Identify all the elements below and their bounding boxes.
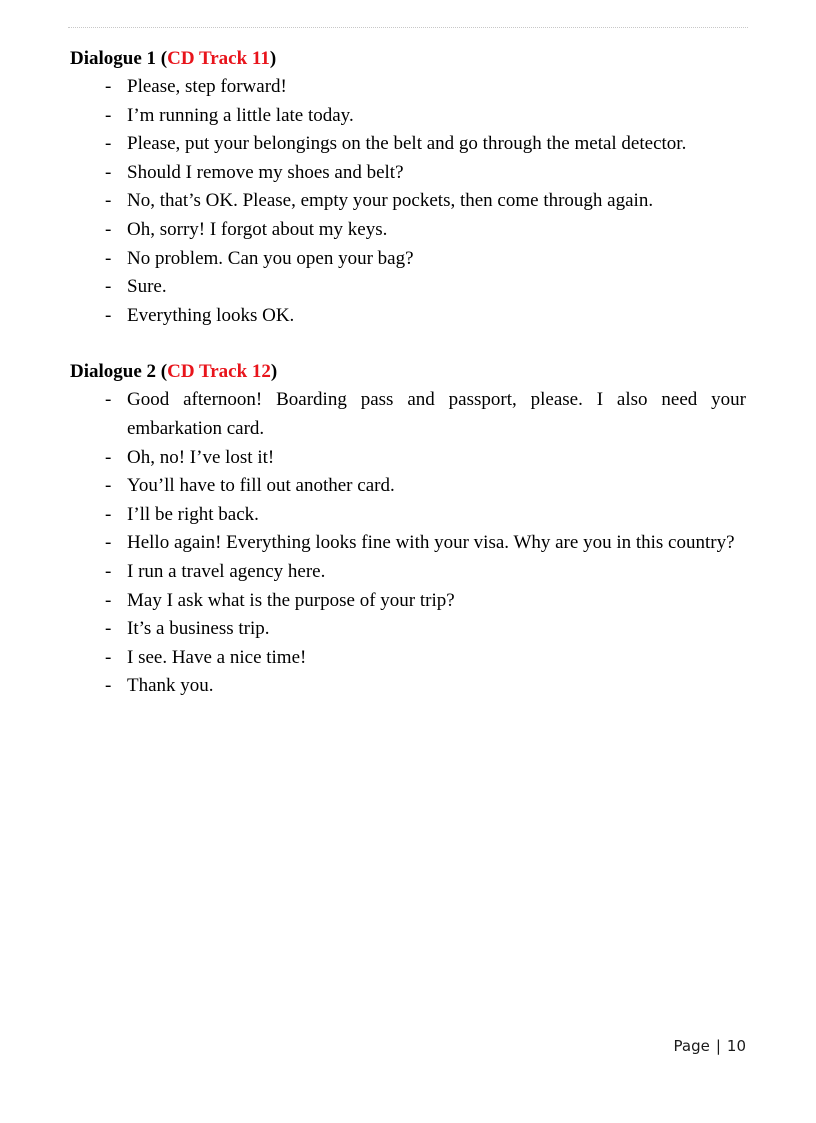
dash-bullet: - xyxy=(105,618,112,640)
dialogue-line xyxy=(70,245,746,274)
dash-bullet: - xyxy=(105,646,112,668)
paren-close: ) xyxy=(270,361,278,383)
paren-open: ( xyxy=(160,361,168,383)
page-number: 10 xyxy=(726,1037,746,1055)
dash-bullet: - xyxy=(105,475,112,497)
dialogue-1 xyxy=(70,45,746,330)
dialogue-heading xyxy=(70,358,746,386)
line-text: No problem. Can you open your bag? xyxy=(127,247,414,269)
dash-bullet: - xyxy=(105,675,112,697)
line-text: Everything looks OK. xyxy=(127,304,295,326)
line-text: I see. Have a nice time! xyxy=(127,646,307,668)
dialogue-heading xyxy=(70,45,746,73)
dash-bullet: - xyxy=(105,104,112,126)
dash-bullet: - xyxy=(105,76,112,97)
dash-bullet: - xyxy=(105,446,112,468)
line-text: I’ll be right back. xyxy=(127,503,259,525)
dialogue-line xyxy=(70,472,746,501)
dialogue-line xyxy=(70,302,746,331)
dialogue-line xyxy=(70,587,746,616)
dash-bullet: - xyxy=(105,190,112,212)
line-text: Good afternoon! Boarding pass and passport, please. I also need your embarkation card. xyxy=(127,389,746,439)
dash-bullet: - xyxy=(105,276,112,298)
line-text: Hello again! Everything looks fine with your visa. Why are you in this country? xyxy=(127,532,735,554)
dialogue-line xyxy=(70,501,746,530)
line-text: I run a travel agency here. xyxy=(127,560,326,582)
line-text: Please, put your belongings on the belt and go through the metal detector. xyxy=(127,133,687,155)
cd-track-label: CD Track 12 xyxy=(167,361,271,383)
dialogue-line xyxy=(70,386,746,443)
dialogue-line xyxy=(70,615,746,644)
dialogue-line xyxy=(70,187,746,216)
dialogue-lines xyxy=(70,386,746,701)
header-rule xyxy=(68,27,748,28)
dash-bullet: - xyxy=(105,532,112,554)
dash-bullet: - xyxy=(105,589,112,611)
line-text: Thank you. xyxy=(127,675,214,697)
dialogue-2 xyxy=(70,358,746,701)
line-text: Oh, sorry! I forgot about my keys. xyxy=(127,218,388,240)
dialogue-title: Dialogue 1 xyxy=(70,48,157,69)
footer-separator: | xyxy=(715,1037,721,1055)
line-text: It’s a business trip. xyxy=(127,618,270,640)
dash-bullet: - xyxy=(105,503,112,525)
dialogue-line xyxy=(70,73,746,102)
dialogue-line xyxy=(70,558,746,587)
dialogue-line xyxy=(70,159,746,188)
line-text: Oh, no! I’ve lost it! xyxy=(127,446,275,468)
dash-bullet: - xyxy=(105,304,112,326)
dash-bullet: - xyxy=(105,247,112,269)
dialogue-title: Dialogue 2 xyxy=(70,361,157,383)
dash-bullet: - xyxy=(105,218,112,240)
page-label: Page xyxy=(673,1037,710,1055)
line-text: You’ll have to fill out another card. xyxy=(127,475,395,497)
dialogue-line xyxy=(70,444,746,473)
line-text: Please, step forward! xyxy=(127,76,287,97)
line-text: Should I remove my shoes and belt? xyxy=(127,161,404,183)
paren-close: ) xyxy=(269,48,277,69)
dash-bullet: - xyxy=(105,133,112,155)
line-text: No, that’s OK. Please, empty your pockets, then come through again. xyxy=(127,190,654,212)
dialogue-line xyxy=(70,529,746,558)
page-content xyxy=(70,45,746,701)
dash-bullet: - xyxy=(105,389,112,411)
dialogue-line xyxy=(70,644,746,673)
dash-bullet: - xyxy=(105,161,112,183)
cd-track-label: CD Track 11 xyxy=(167,48,270,69)
dialogue-lines xyxy=(70,73,746,330)
dialogue-line xyxy=(70,130,746,159)
dash-bullet: - xyxy=(105,560,112,582)
paren-open: ( xyxy=(160,48,168,69)
dialogue-line xyxy=(70,672,746,701)
dialogue-line xyxy=(70,273,746,302)
dialogue-line xyxy=(70,216,746,245)
line-text: Sure. xyxy=(127,276,167,298)
page-footer xyxy=(674,1036,746,1056)
line-text: May I ask what is the purpose of your trip? xyxy=(127,589,455,611)
line-text: I’m running a little late today. xyxy=(127,104,354,126)
dialogue-line xyxy=(70,102,746,131)
